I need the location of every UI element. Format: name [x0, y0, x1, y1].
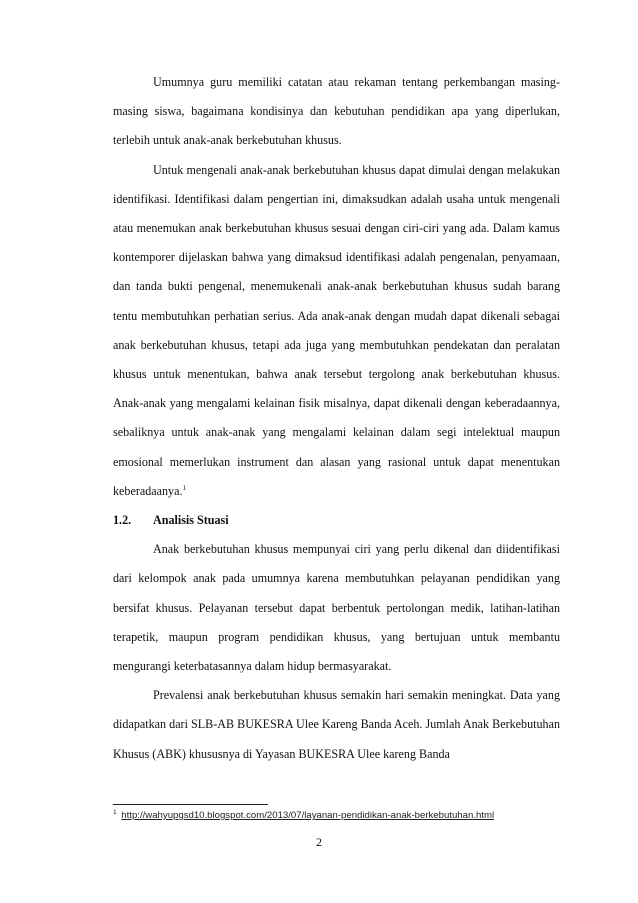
document-body: [113, 68, 560, 769]
paragraph-2: [113, 156, 560, 506]
paragraph-2-text: Untuk mengenali anak-anak berkebutuhan khusus dapat dimulai dengan melakukan identifikasi. Identifikasi dalam pengertian ini, dimaksudkan adalah usaha untuk mengenali atau menemukan anak berkebutuhan khusus sesuai dengan ciri-ciri yang ada. Dalam kamus kontemporer dijelaskan bahwa yang dimaksud identifikasi adalah pengenalan, penyamaan, dan tanda bukti pengenal, menemukenali anak-anak berkebutuhan khusus sudah barang tentu membutuhkan perhatian serius. Ada anak-anak dengan mudah dapat dikenali sebagai anak berkebutuhan khusus, tetapi ada juga yang membutuhkan pendekatan dan peralatan khusus untuk menentukan, bahwa anak tersebut tergolong anak berkebutuhan khusus. Anak-anak yang mengalami kelainan fisik misalnya, dapat dikenali dengan keberadaannya, sebaliknya untuk anak-anak yang mengalami kelainan dalam segi intelektual maupun emosional memerlukan instrument dan alasan yang rasional untuk dapat menentukan keberadaanya.: [113, 162, 560, 498]
section-number: 1.2.: [113, 513, 132, 528]
paragraph-4: Prevalensi anak berkebutuhan khusus semakin hari semakin meningkat. Data yang didapatkan dari SLB-AB BUKESRA Ulee Kareng Banda Aceh. Jumlah Anak Berkebutuhan Khusus (ABK) khususnya di Yayasan BUKESRA Ulee kareng Banda: [113, 688, 560, 761]
section-heading: [113, 506, 560, 535]
page-number: 2: [316, 835, 322, 849]
section-title: Analisis Stuasi: [153, 513, 229, 528]
footnote-link[interactable]: http://wahyupgsd10.blogspot.com/2013/07/layanan-pendidikan-anak-berkebutuhan.html: [121, 810, 495, 821]
paragraph-3: Anak berkebutuhan khusus mempunyai ciri yang perlu dikenal dan diidentifikasi dari kelompok anak pada umumnya karena membutuhkan pelayanan pendidikan yang bersifat khusus. Pelayanan tersebut dapat berbentuk pertolongan medik, latihan-latihan terapetik, maupun program pendidikan khusus, yang bertujuan untuk membantu mengurangi keterbatasannya dalam hidup bermasyarakat.: [113, 542, 560, 674]
footnote: [113, 810, 494, 821]
footnote-divider: [113, 804, 268, 805]
footnote-reference[interactable]: 1: [182, 483, 186, 492]
footnote-marker: 1: [113, 808, 117, 816]
paragraph-1: Umumnya guru memiliki catatan atau rekaman tentang perkembangan masing-masing siswa, bagaimana kondisinya dan kebutuhan pendidikan apa yang diperlukan, terlebih untuk anak-anak berkebutuhan khusus.: [113, 75, 560, 148]
